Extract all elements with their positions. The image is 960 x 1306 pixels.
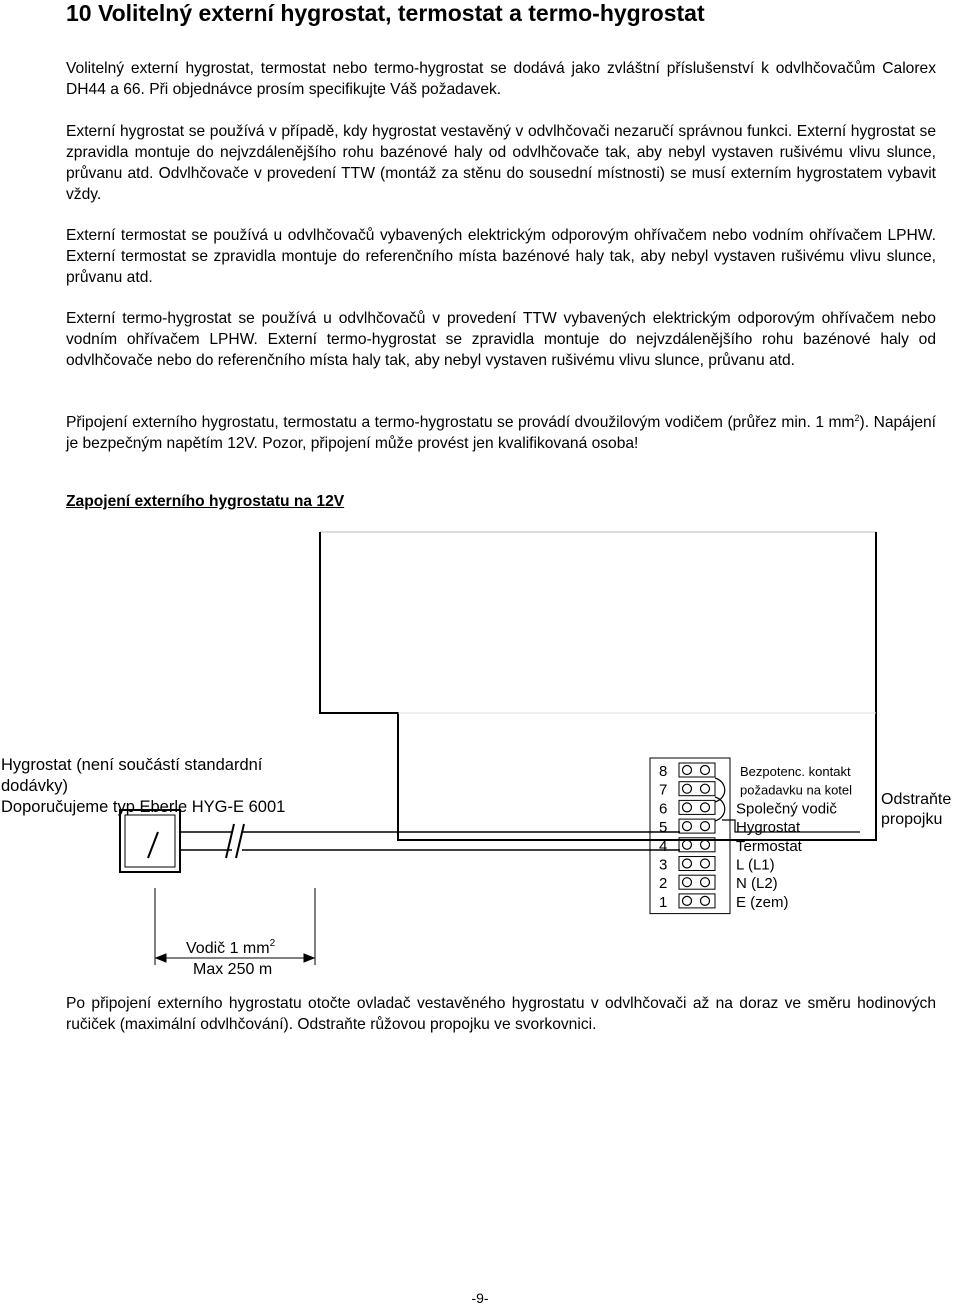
terminal-label: požadavku na kotel xyxy=(740,782,853,798)
terminal-label: Společný vodič xyxy=(736,800,837,818)
connection-text-b: ). Napájení je bezpečným napětím 12V. Pozor, připojení může provést jen kvalifikovaná osoba! xyxy=(66,414,936,452)
terminal-screw-right xyxy=(701,896,710,905)
terminal-number: 4 xyxy=(659,837,668,855)
terminal-screw-left xyxy=(683,859,692,868)
cable-label-superscript: 2 xyxy=(269,938,276,949)
diagram-title: Zapojení externího hygrostatu na 12V xyxy=(66,493,345,510)
connection-superscript: 2 xyxy=(854,412,860,423)
terminal-number: 7 xyxy=(659,781,668,799)
terminal-number: 8 xyxy=(659,763,668,780)
terminal-label: Hygrostat xyxy=(736,819,801,837)
terminal-screw-right xyxy=(701,766,710,775)
terminal-screw-right xyxy=(701,878,710,887)
terminal-number: 1 xyxy=(659,893,668,911)
terminal-block xyxy=(650,758,852,914)
paragraph-intro: Volitelný externí hygrostat, termostat nebo termo-hygrostat se dodává jako zvláštní příslušenství k odvlhčovačům Calorex DH44 a 66. Při objednávce prosím specifikujte Váš požadavek. xyxy=(66,60,936,98)
terminal-number: 3 xyxy=(659,856,668,874)
terminal-screw-right xyxy=(701,840,710,849)
connection-text-a: Připojení externího hygrostatu, termostatu a termo-hygrostatu se provádí dvoužilovým vodičem (průřez min. 1 mm xyxy=(66,414,855,431)
page-title: 10 Volitelný externí hygrostat, termostat a termo-hygrostat xyxy=(66,0,705,26)
terminal-screw-right xyxy=(701,859,710,868)
hygrostat-label-line3: Doporučujeme typ Eberle HYG-E 6001 xyxy=(1,798,286,816)
external-hygrostat-box xyxy=(120,810,180,872)
terminal-label: Termostat xyxy=(736,837,802,855)
terminal-label: L (L1) xyxy=(736,856,775,874)
terminal-row xyxy=(659,875,778,892)
terminal-screw-left xyxy=(683,822,692,831)
terminal-screw-left xyxy=(683,766,692,775)
switch-symbol xyxy=(148,832,158,858)
cable-max-length: Max 250 m xyxy=(193,961,273,978)
terminal-label: Bezpotenc. kontakt xyxy=(740,764,851,779)
terminal-number: 6 xyxy=(659,800,668,818)
remove-jumper-label-line2: propojku xyxy=(881,811,943,828)
cable-label-text: Vodič 1 mm xyxy=(186,940,270,957)
terminal-row xyxy=(659,763,851,780)
terminal-label: E (zem) xyxy=(736,893,789,911)
terminal-row xyxy=(659,894,789,911)
terminal-screw-left xyxy=(683,896,692,905)
hygrostat-label-line1: Hygrostat (není součástí standardní xyxy=(1,756,263,774)
terminal-label: N (L2) xyxy=(736,875,778,893)
terminal-screw-left xyxy=(683,878,692,887)
cable-label xyxy=(186,938,276,957)
terminal-screw-left xyxy=(683,784,692,793)
terminal-screw-right xyxy=(701,822,710,831)
terminal-number: 5 xyxy=(659,819,668,837)
page-number: -9- xyxy=(471,1290,489,1306)
terminal-screw-right xyxy=(701,784,710,793)
terminal-row xyxy=(659,782,852,799)
terminal-screw-left xyxy=(683,840,692,849)
terminal-number: 2 xyxy=(659,875,668,893)
paragraph-connection xyxy=(66,412,936,454)
hygrostat-description xyxy=(1,756,285,816)
hygrostat-label-line2: dodávky) xyxy=(1,777,68,795)
paragraph-thermostat: Externí termostat se používá u odvlhčovačů vybavených elektrickým odporovým ohřívačem nebo vodním ohřívačem LPHW. Externí termostat se zpravidla montuje do referenčního místa bazénové haly tak, aby nebyl vystaven rušivému vlivu slunce, průvanu atd. xyxy=(66,227,936,286)
paragraph-after-connection: Po připojení externího hygrostatu otočte ovladač vestavěného hygrostatu v odvlhčovači až na doraz ve směru hodinových ručiček (maximální odvlhčování). Odstraňte růžovou propojku ve svorkovnici. xyxy=(66,995,936,1033)
wiring-diagram xyxy=(0,520,960,985)
terminal-screw-left xyxy=(683,803,692,812)
terminal-row xyxy=(659,800,837,817)
terminal-row xyxy=(659,857,775,874)
paragraph-thermo-hygrostat: Externí termo-hygrostat se používá u odvlhčovačů v provedení TTW vybavených elektrickým odporovým ohřívačem nebo vodním ohřívačem LPHW. Externí termo-hygrostat se zpravidla montuje do nejvzdálenějšího rohu bazénové haly od odvlhčovače nebo do referenčního místa haly tak, aby nebyl vystaven rušivému vlivu slunce, průvanu atd. xyxy=(66,310,936,369)
remove-jumper-label-line1: Odstraňte xyxy=(881,791,952,808)
terminal-screw-right xyxy=(701,803,710,812)
paragraph-hygrostat: Externí hygrostat se používá v případě, kdy hygrostat vestavěný v odvlhčovači nezaručí správnou funkci. Externí hygrostat se zpravidla montuje do nejvzdálenějšího rohu bazénové haly od odvlhčovače tak, aby nebyl vystaven rušivému vlivu slunce, průvanu atd. Odvlhčovače v provedení TTW (montáž za stěnu do sousední místnosti) se musí externím hygrostatem vybavit vždy. xyxy=(66,123,936,203)
